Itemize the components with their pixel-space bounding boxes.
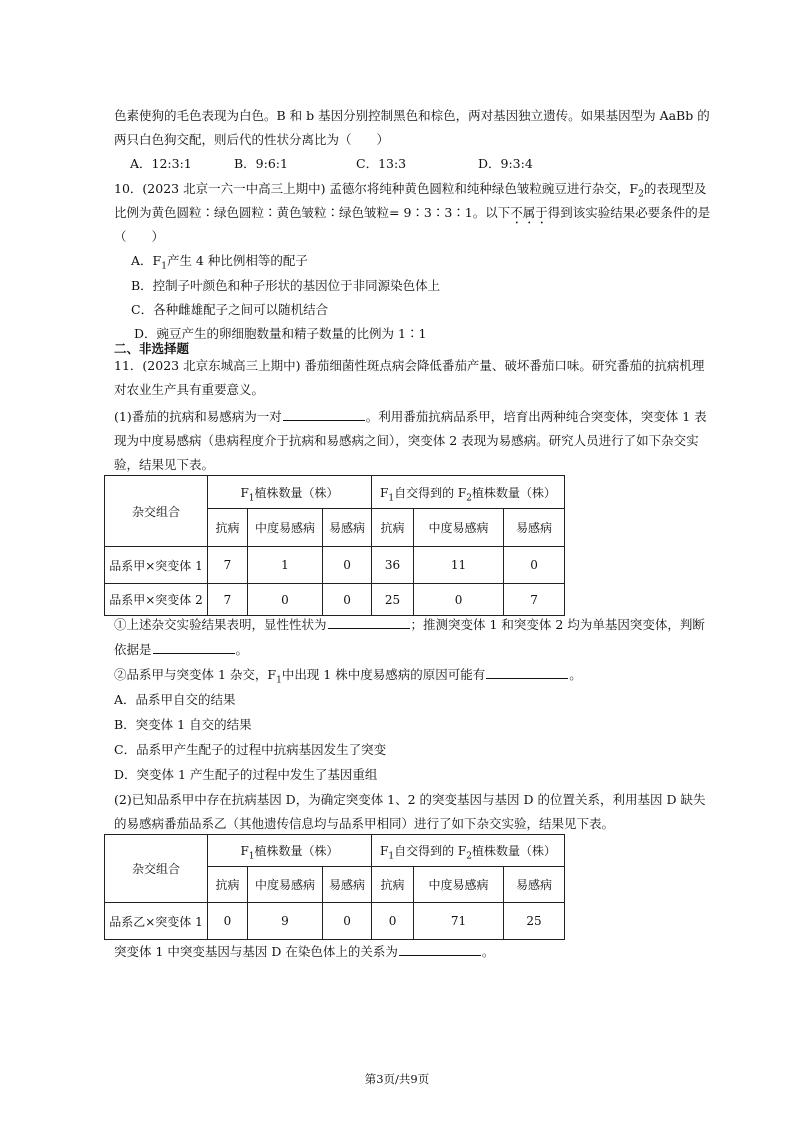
table-cell: 11 xyxy=(414,547,504,584)
q11-stem-line-1: 11．(2023 北京东城高三上期中) 番茄细菌性斑点病会降低番茄产量、破坏番茄口味。研究番茄的抗病机理 xyxy=(114,358,705,373)
q11-sub2-line xyxy=(114,666,582,686)
q11-part1-line-2: 现为中度易感病（患病程度介于抗病和易感病之间），突变体 2 表现为易感病。研究人员进行了如下杂交实 xyxy=(114,433,699,448)
t1-f1-post: 植株数量（株） xyxy=(254,485,339,500)
q11-sub2-text-b: 中出现 1 株中度易感病的原因可能有 xyxy=(281,667,486,682)
q10-stem-line-2 xyxy=(114,205,710,227)
t1-f2-mid: 自交得到的 F xyxy=(394,485,467,500)
table1-row2-label: 品系甲×突变体 2 xyxy=(105,584,208,616)
answer-blank-2[interactable] xyxy=(328,616,410,629)
table2-header-f2 xyxy=(372,835,565,867)
table-cell: 0 xyxy=(248,584,323,616)
table2-col-susceptible: 易感病 xyxy=(323,867,372,903)
table-cell: 7 xyxy=(504,584,565,616)
results-table-2 xyxy=(104,834,565,940)
table2-col-susceptible-f2: 易感病 xyxy=(504,867,565,903)
q10-option-a-sub: 1 xyxy=(161,261,167,272)
t2-f2-mid: 自交得到的 F xyxy=(394,844,467,858)
table-cell: 0 xyxy=(323,547,372,584)
q11-sub2-subscript: 1 xyxy=(276,675,282,686)
table-cell: 7 xyxy=(208,547,248,584)
q11-sub1-text-d: 。 xyxy=(235,642,249,657)
t1-f1-sub: 1 xyxy=(248,492,255,503)
table-cell: 9 xyxy=(248,903,323,940)
table-cell: 7 xyxy=(208,584,248,616)
q11-part2-line-2: 的易感病番茄品系乙（其他遗传信息均与品系甲相同）进行了如下杂交实验，结果见下表。 xyxy=(114,816,615,831)
q11-sub1-text-b: ；推测突变体 1 和突变体 2 均为单基因突变体，判断 xyxy=(410,617,705,632)
q9-option-a: A．12:3:1 xyxy=(130,156,192,171)
q11-sub2-option-a: A．品系甲自交的结果 xyxy=(114,692,236,707)
t2-f1-pre: F xyxy=(240,844,249,858)
table-cell: 0 xyxy=(323,903,372,940)
q11-stem-line-2: 对农业生产具有重要意义。 xyxy=(114,382,265,397)
q11-sub2-text-a: ②品系甲与突变体 1 杂交，F xyxy=(114,667,277,682)
q11-sub1-text-c: 依据是 xyxy=(114,642,152,657)
q10-stem-text: 10．(2023 北京一六一中高三上期中) 孟德尔将纯种黄色圆粒和纯种绿色皱粒豌豆进行杂交，F xyxy=(114,181,639,196)
table-cell: 0 xyxy=(208,903,248,940)
q10-stem-line-3: （ ） xyxy=(114,229,165,244)
q10-option-a-post: 产生 4 种比例相等的配子 xyxy=(166,253,308,268)
table-row xyxy=(105,547,565,584)
table2-header-combo: 杂交组合 xyxy=(105,835,208,903)
table2-col-moderate-f2: 中度易感病 xyxy=(414,867,504,903)
page-number-footer: 第3页/共9页 xyxy=(364,1072,430,1086)
answer-blank-3[interactable] xyxy=(153,641,235,654)
q9-option-d: D．9:3:4 xyxy=(478,156,533,171)
t2-f2-sub2: 2 xyxy=(466,851,472,862)
t1-f2-sub1: 1 xyxy=(388,492,395,503)
q9-option-c: C．13:3 xyxy=(356,156,407,171)
q10-stem-part-a: 比例为黄色圆粒∶绿色圆粒∶黄色皱粒∶绿色皱粒= 9∶3∶3∶1。以下 xyxy=(114,205,511,220)
answer-blank-4[interactable] xyxy=(486,666,568,679)
results-table-1 xyxy=(104,475,565,616)
q11-part1-text-a: (1)番茄的抗病和易感病为一对 xyxy=(114,409,282,424)
t1-f2-pre: F xyxy=(380,485,389,500)
table-cell: 0 xyxy=(372,903,414,940)
table-cell: 25 xyxy=(372,584,414,616)
table1-col-moderate: 中度易感病 xyxy=(248,509,323,547)
t1-f2-post: 植株数量（株） xyxy=(472,485,557,500)
table-cell: 0 xyxy=(414,584,504,616)
q11-sub2-option-b: B．突变体 1 自交的结果 xyxy=(114,717,252,732)
q10-option-b: B．控制子叶颜色和种子形状的基因位于非同源染色体上 xyxy=(131,278,441,293)
q11-part1-text-b: 。利用番茄抗病品系甲，培育出两种纯合突变体，突变体 1 表 xyxy=(365,409,707,424)
table1-col-resistant: 抗病 xyxy=(208,509,248,547)
q11-sub2-text-c: 。 xyxy=(569,667,582,682)
table-cell: 1 xyxy=(248,547,323,584)
q11-sub1-line-1 xyxy=(114,616,705,633)
q10-stem-tail: 的表现型及 xyxy=(643,181,707,196)
table2-col-moderate: 中度易感病 xyxy=(248,867,323,903)
q10-option-a xyxy=(131,253,308,272)
table-cell: 25 xyxy=(504,903,565,940)
q11-sub1-line-2 xyxy=(114,641,248,658)
table1-header-combo: 杂交组合 xyxy=(105,476,208,547)
t2-f1-sub: 1 xyxy=(248,851,255,862)
q10-stem-line-1 xyxy=(114,181,707,200)
table2-header-f1 xyxy=(208,835,372,867)
t2-f2-post: 植株数量（株） xyxy=(472,844,557,858)
table-cell: 0 xyxy=(504,547,565,584)
q9-stem-line-1: 色素使狗的毛色表现为白色。B 和 b 基因分别控制黑色和棕色，两对基因独立遗传。如果基因型为 AaBb 的 xyxy=(114,108,710,123)
table-row xyxy=(105,903,565,940)
table1-header-f1 xyxy=(208,476,372,509)
q9-option-b: B．9:6:1 xyxy=(234,156,288,171)
table1-row1-label: 品系甲×突变体 1 xyxy=(105,547,208,584)
q10-option-a-pre: A．F xyxy=(131,253,162,268)
q11-sub2-option-d: D．突变体 1 产生配子的过程中发生了基因重组 xyxy=(114,767,378,782)
table1-col-resistant-f2: 抗病 xyxy=(372,509,414,547)
q11-sub2-option-c: C．品系甲产生配子的过程中抗病基因发生了突变 xyxy=(114,742,387,757)
answer-blank-5[interactable] xyxy=(399,943,481,956)
q11-last-text-b: 。 xyxy=(481,944,495,959)
q11-last-text-a: 突变体 1 中突变基因与基因 D 在染色体上的关系为 xyxy=(114,944,398,959)
q11-part1-line-3: 验，结果见下表。 xyxy=(114,457,215,472)
q10-stem-part-b: 得到该实验结果必要条件的是 xyxy=(547,205,711,220)
table1-header-f2 xyxy=(372,476,565,509)
table-cell: 0 xyxy=(323,584,372,616)
q10-subscript: 2 xyxy=(638,189,644,200)
q10-option-c: C．各种雌雄配子之间可以随机结合 xyxy=(131,302,329,317)
table-row xyxy=(105,584,565,616)
table1-col-moderate-f2: 中度易感病 xyxy=(414,509,504,547)
t2-f2-sub1: 1 xyxy=(388,851,395,862)
table2-row1-label: 品系乙×突变体 1 xyxy=(105,903,208,940)
q10-emphasis-not: 不属于 xyxy=(510,205,548,220)
t1-f1-pre: F xyxy=(240,485,249,500)
section-title-non-choice: 二、非选择题 xyxy=(114,341,190,356)
q9-stem-line-2: 两只白色狗交配，则后代的性状分离比为（ ） xyxy=(114,132,390,147)
t1-f2-sub2: 2 xyxy=(466,492,472,503)
q11-part1-line-1 xyxy=(114,408,707,425)
table2-col-resistant-f2: 抗病 xyxy=(372,867,414,903)
answer-blank-1[interactable] xyxy=(283,408,365,421)
q10-option-d: D．豌豆产生的卵细胞数量和精子数量的比例为 1∶1 xyxy=(134,326,427,341)
table-cell: 71 xyxy=(414,903,504,940)
table2-col-resistant: 抗病 xyxy=(208,867,248,903)
q11-part2-line-1: (2)已知品系甲中存在抗病基因 D，为确定突变体 1、2 的突变基因与基因 D 的位置关系，利用基因 D 缺失 xyxy=(114,792,706,807)
table1-col-susceptible: 易感病 xyxy=(323,509,372,547)
t2-f1-post: 植株数量（株） xyxy=(254,844,339,858)
table1-col-susceptible-f2: 易感病 xyxy=(504,509,565,547)
t2-f2-pre: F xyxy=(380,844,389,858)
table-cell: 36 xyxy=(372,547,414,584)
q11-last-line xyxy=(114,943,494,960)
q11-sub1-text-a: ①上述杂交实验结果表明，显性性状为 xyxy=(114,617,327,632)
